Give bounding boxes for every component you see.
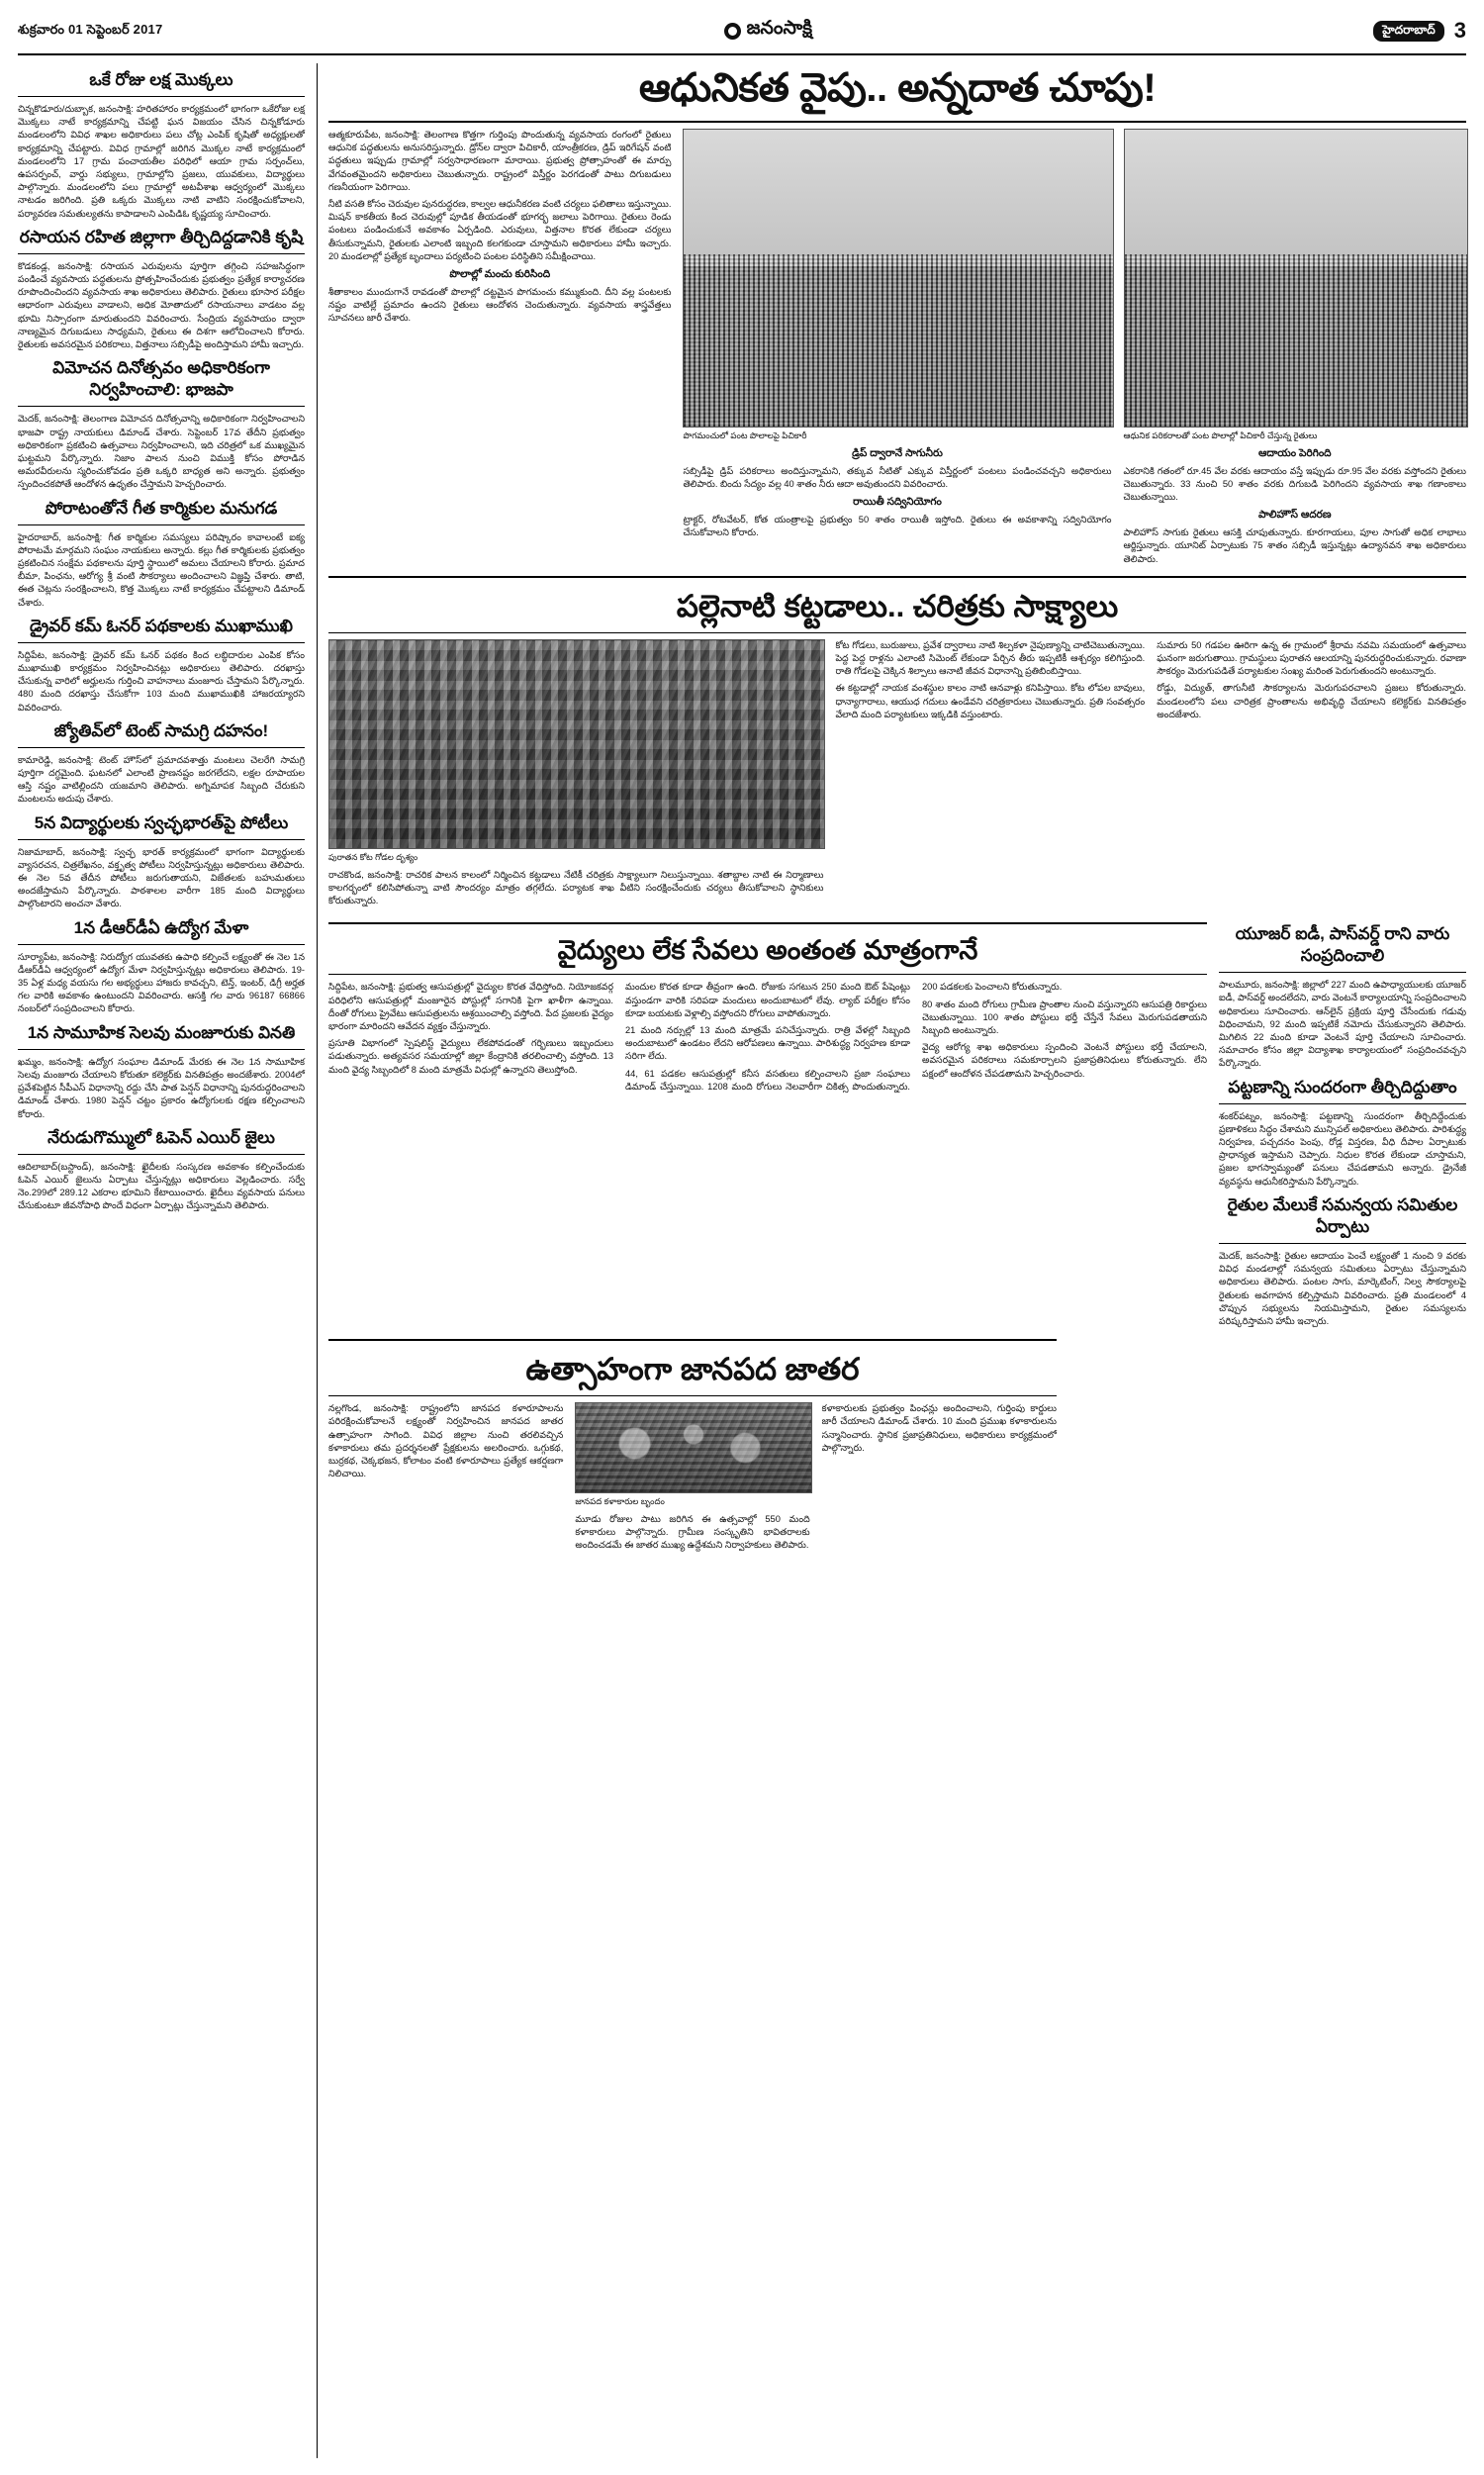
fourth-story-col-3	[822, 1402, 1057, 1556]
second-story	[328, 576, 1466, 911]
article-headline: 1న సామూహిక సెలవు మంజూరుకు వినతి	[27, 1022, 296, 1042]
article-headline: డ్రైవర్ కమ్ ఓనర్ పథకాలకు ముఖాముఖి	[30, 616, 293, 635]
second-story-body-2: కోట గోడలు, బురుజులు, ప్రవేశ ద్వారాలు నాటి శిల్పకళా నైపుణ్యాన్ని చాటిచెబుతున్నాయి. పెద్ద పెద్ద రాళ్లను ఎలాంటి సిమెంట్ లేకుండా పేర్చిన తీరు ఇప్పటికీ ఆశ్చర్యం కలిగిస్తుంది. రాతి గోడలపై చెక్కిన శిల్పాలు ఆనాటి జీవన విధానాన్ని ప్రతిబింబిస్తాయి.	[835, 639, 1146, 677]
article-oke-roju	[18, 69, 305, 221]
article-body: మెదక్, జనంసాక్షి: రైతుల ఆదాయం పెంచే లక్ష్యంతో 1 నుంచి 9 వరకు వివిధ మండలాల్లో సమన్వయ సమితులు ఏర్పాటు చేస్తున్నామని అధికారులు తెలిపారు. పంటల సాగు, మార్కెటింగ్, నిల్వ సౌకర్యాలపై రైతులకు అవగాహన కల్పిస్తామని వివరించారు. ప్రతి మండలంలో 4 చొప్పున సభ్యులను నియమిస్తామని, రైతుల సమస్యలను పరిష్కరిస్తామని హామీ ఇచ్చారు.	[1219, 1250, 1466, 1326]
top-story-body-3: శీతాకాలం ముందుగానే రావడంతో పొలాల్లో దట్టమైన పొగమంచు కమ్ముకుంది. దీని వల్ల పంటలకు నష్టం వాటిల్లే ప్రమాదం ఉందని రైతులు ఆందోళన చెందుతున్నారు. వ్యవసాయ శాస్త్రవేత్తలు సూచనలు జారీ చేశారు.	[328, 286, 672, 324]
top-story-col-3	[1124, 129, 1466, 570]
top-story-photo-2	[1124, 129, 1468, 428]
second-story-headline: పల్లెనాటి కట్టడాలు.. చరిత్రకు సాక్ష్యాలు	[676, 588, 1119, 623]
article-body: ఖమ్మం, జనంసాక్షి: ఉద్యోగ సంఘాల డిమాండ్ మేరకు ఈ నెల 1న సామూహిక సెలవు మంజూరు చేయాలని కోరుతూ కలెక్టర్‌కు వినతిపత్రం అందజేశారు. 2004లో ప్రవేశపెట్టిన సీపీఎస్ విధానాన్ని రద్దు చేసి పాత పెన్షన్ విధానాన్ని పునరుద్ధరించాలని డిమాండ్ చేశారు. 1980 పెన్షన్ చట్టం ప్రకారం ఉద్యోగులకు రక్షణ కల్పించాలని కోరారు.	[18, 1056, 305, 1119]
article-body: మెదక్, జనంసాక్షి: తెలంగాణ విమోచన దినోత్సవాన్ని అధికారికంగా నిర్వహించాలని భాజపా రాష్ట్ర నాయకులు డిమాండ్ చేశారు. సెప్టెంబర్ 17వ తేదీని ప్రభుత్వం అధికారికంగా ప్రకటించి ఉత్సవాలు నిర్వహించాలని, ఇది చరిత్రలో ఒక ముఖ్యమైన ఘట్టమని పేర్కొన్నారు. నిజాం పాలన నుంచి విముక్తి కోసం పోరాడిన అమరవీరులను స్మరించుకోవడం ప్రతి ఒక్కరి బాధ్యత అని అన్నారు. ప్రభుత్వం స్పందించకపోతే ఆందోళన ఉధృతం చేస్తామని హెచ్చరించారు.	[18, 414, 305, 490]
article-open-air-jail	[18, 1127, 305, 1213]
article-headline: పోరాటంతోనే గీత కార్మికుల మనుగడ	[45, 498, 278, 518]
article-body: చిన్నకొడూరు/దుబ్బాక, జనంసాక్షి: హరితహారం కార్యక్రమంలో భాగంగా ఒకేరోజు లక్ష మొక్కలు నాటే కార్యక్రమాన్ని చేపట్టి ఘన విజయం చేసిన చిన్నకోడూరు మండలంలోని వివిధ శాఖల అధికారులు పలు చోట్ల ఎంపిక్ కృషితో అధ్యక్షులతో కార్యక్రమాన్ని చేపట్టారు. వివిధ గ్రామాల్లో జరిగిన మొక్కల నాటే కార్యక్రమంలో మండలంలోని 17 గ్రామ పంచాయతీల పరిధిలో ఆయా గ్రామ సర్పంచ్‌లు, ఉపసర్పంచ్, వార్డు సభ్యులు, గ్రామాల్లోని ప్రజలు, యువకులు, విద్యార్థులు పాల్గొన్నారు. మండలంలోని పలు గ్రామాల్లో అటవీశాఖ ఆధ్వర్యంలో మొక్కలు నాటడం జరిగింది. ప్రతి ఒక్కరు మొక్కలు నాటి వాటిని సంరక్షించుకోవాలని, పర్యావరణ సమతుల్యతను కాపాడాలని ఎంపిడిఓ కృష్ణయ్య సూచించారు.	[18, 104, 305, 219]
second-story-col-3	[1157, 639, 1466, 911]
article-body: శంకర్‌పట్నం, జనంసాక్షి: పట్టణాన్ని సుందరంగా తీర్చిదిద్దేందుకు ప్రణాళికలు సిద్ధం చేశామని మున్సిపల్ అధికారులు తెలిపారు. పారిశుద్ధ్య నిర్వహణ, పచ్చదనం పెంపు, రోడ్ల విస్తరణ, వీధి దీపాల ఏర్పాటుకు ప్రాధాన్యత ఇస్తామని చెప్పారు. నిధుల కొరత లేకుండా చూస్తామని, ప్రజల భాగస్వామ్యంతో పనులు చేపడతామని అన్నారు. డ్రైనేజీ వ్యవస్థను ఆధునీకరిస్తామని పేర్కొన్నారు.	[1219, 1110, 1466, 1187]
second-story-body-5: రోడ్డు, విద్యుత్, తాగునీటి సౌకర్యాలను మెరుగుపరచాలని ప్రజలు కోరుతున్నారు. మండలంలోని పలు చారిత్రక ప్రాంతాలను అభివృద్ధి చేయాలని కలెక్టర్‌కు వినతిపత్రం అందజేశారు.	[1157, 683, 1466, 719]
top-story-body-6: ఎకరానికి గతంలో రూ.45 వేల వరకు ఆదాయం వస్తే ఇప్పుడు రూ.95 వేల వరకు వస్తోందని రైతులు చెబుతున్నారు. 33 నుంచి 50 శాతం వరకు దిగుబడి పెరిగిందని వ్యవసాయ శాఖ గణాంకాలు చెబుతున్నాయి.	[1123, 465, 1466, 502]
issue-date: శుక్రవారం 01 సెప్టెంబర్ 2017	[18, 21, 163, 37]
top-story-body-1: ఆత్మకూరుపేట, జనంసాక్షి: తెలంగాణ కొత్తగా గుర్తింపు పొందుతున్న వ్యవసాయ రంగంలో రైతులు ఆధునిక పద్ధతులను అనుసరిస్తున్నారు. డ్రోన్‌ల ద్వారా పిచికారీ, యాంత్రీకరణ, డ్రిప్ ఇరిగేషన్ వంటి పద్ధతులు ఇప్పుడు గ్రామాల్లో సర్వసాధారణంగా మారాయి. ప్రభుత్వ ప్రోత్సాహంతో ఈ మార్పు వేగవంతమైందని అధికారులు చెబుతున్నారు. రాష్ట్రంలో విస్తీర్ణం పెరగడంతో పాటు దిగుబడులు గణనీయంగా పెరిగాయి.	[328, 130, 672, 192]
article-body: కొడకండ్ల, జనంసాక్షి: రసాయన ఎరువులను పూర్తిగా తగ్గించి సహజసిద్ధంగా పండించే వ్యవసాయ పద్ధతులను ప్రోత్సహించేందుకు ప్రభుత్వం ప్రత్యేక కార్యాచరణ రూపొందించిందని వ్యవసాయ శాఖ అధికారులు తెలిపారు. రైతులు భూసార పరీక్షల ఆధారంగా ఎరువులు వాడాలని, అధిక మోతాదులో రసాయనాలు వాడటం వల్ల భూమి నిస్సారంగా మారుతుందని వివరించారు. సేంద్రియ వ్యవసాయం ద్వారా నాణ్యమైన దిగుబడులు సాధ్యమని, రైతులు ఈ దిశగా ఆలోచించాలని కోరారు. రైతులకు అవసరమైన పరికరాలు, విత్తనాలు సబ్సిడీపై అందిస్తామని హామీ ఇచ్చారు.	[18, 260, 305, 349]
article-headline: ఒకే రోజు లక్ష మొక్కలు	[89, 70, 233, 89]
paper-logo	[724, 18, 812, 44]
article-samuhika-selavu	[18, 1022, 305, 1121]
fourth-story	[328, 1339, 1057, 1556]
fourth-story-body-3: కళాకారులకు ప్రభుత్వం పింఛన్లు అందించాలని, గుర్తింపు కార్డులు జారీ చేయాలని డిమాండ్ చేశారు. 10 మంది ప్రముఖ కళాకారులను సన్మానించారు. స్థానిక ప్రజాప్రతినిధులు, అధికారులు కార్యక్రమంలో పాల్గొన్నారు.	[821, 1403, 1057, 1453]
masthead	[18, 14, 1466, 55]
fourth-story-headline: ఉత్సాహంగా జానపద జాతర	[525, 1352, 860, 1387]
top-story-body-5: ట్రాక్టర్, రోటవేటర్, కోత యంత్రాలపై ప్రభుత్వం 50 శాతం రాయితీ ఇస్తోంది. రైతులు ఈ అవకాశాన్ని సద్వినియోగం చేసుకోవాలని కోరారు.	[683, 514, 1112, 538]
second-story-body-3: ఈ కట్టడాల్లో నాయక వంశస్థుల కాలం నాటి ఆనవాళ్లు కనిపిస్తాయి. కోట లోపల బావులు, ధాన్యాగారాలు, ఆయుధ గదులు ఉండేవని చరిత్రకారులు చెబుతున్నారు. ప్రతి సంవత్సరం వేలాది మంది పర్యాటకులు ఇక్కడికి వస్తుంటారు.	[835, 683, 1146, 719]
page-body	[18, 63, 1466, 2458]
article-headline: 1న డీఆర్‌డీఏ ఉద్యోగ మేళా	[73, 917, 249, 937]
article-drda-udyoga-mela	[18, 917, 305, 1016]
top-story-sub-3: రాయితీ సద్వినియోగం	[853, 495, 942, 508]
second-story-col-2	[835, 639, 1145, 911]
left-column	[18, 63, 315, 2458]
third-story-body-1: సిద్దిపేట, జనంసాక్షి: ప్రభుత్వ ఆసుపత్రుల్లో వైద్యుల కొరత వేధిస్తోంది. నియోజకవర్గ పరిధిలోని ఆసుపత్రుల్లో మంజూరైన పోస్టుల్లో సగానికి పైగా ఖాళీగా ఉన్నాయి. దీంతో రోగులు ప్రైవేటు ఆసుపత్రులను ఆశ్రయించాల్సి వస్తోంది. పేద ప్రజలకు వైద్యం భారంగా మారిందని ఆవేదన వ్యక్తం చేస్తున్నారు.	[328, 982, 613, 1032]
article-headline: నేరుడుగొమ్ములో ఓపెన్ ఎయిర్ జైలు	[47, 1127, 275, 1147]
article-body: సూర్యాపేట, జనంసాక్షి: నిరుద్యోగ యువతకు ఉపాధి కల్పించే లక్ష్యంతో ఈ నెల 1న డీఆర్‌డీఏ ఆధ్వర్యంలో ఉద్యోగ మేళా నిర్వహిస్తున్నట్లు అధికారులు తెలిపారు. 19-35 ఏళ్ల మధ్య వయసు గల అభ్యర్థులు హాజరు కావచ్చని, టెన్త్, ఇంటర్, డిగ్రీ అర్హత గల వారికి అవకాశం ఉంటుందని వివరించారు. ఆసక్తి గల వారు 96187 66866 నంబర్‌లో సంప్రదించాలని కోరారు.	[18, 951, 305, 1014]
top-story-photo	[683, 129, 1113, 428]
right-rail	[1219, 917, 1466, 1334]
top-story-photo-caption: పొగమంచులో పంట పొలాలపై పిచికారీ	[683, 430, 807, 440]
article-body: కామారెడ్డి, జనంసాక్షి: టెంట్ హౌస్‌లో ప్రమాదవశాత్తు మంటలు చెలరేగి సామగ్రి పూర్తిగా దగ్ధమైంది. ఘటనలో ఎలాంటి ప్రాణనష్టం జరగలేదని, లక్షల రూపాయల ఆస్తి నష్టం వాటిల్లిందని యజమాని తెలిపారు. అగ్నిమాపక సిబ్బంది చేరుకుని మంటలను అదుపు చేశారు.	[18, 754, 305, 805]
article-headline: రైతుల మేలుకే సమన్వయ సమితుల ఏర్పాటు	[1227, 1194, 1458, 1236]
article-headline: 5న విద్యార్థులకు స్వచ్ఛభారత్‌పై పోటీలు	[34, 812, 289, 832]
top-story-sub-5: పాలిహౌస్ ఆదరణ	[1257, 509, 1332, 522]
top-story-caption: ఆధునిక పరికరాలతో పంట పొలాల్లో పిచికారీ చేస్తున్న రైతులు	[1123, 430, 1318, 440]
article-driver-cum-owner	[18, 616, 305, 714]
second-story-col-1	[328, 639, 823, 911]
third-story-body-5: 44, 61 పడకల ఆసుపత్రుల్లో కనీస వసతులు కల్పించాలని ప్రజా సంఘాలు డిమాండ్ చేస్తున్నాయి. 1208 మంది రోగులు నెలవారీగా చికిత్స పొందుతున్నారు. 200 పడకలకు పెంచాలని కోరుతున్నారు.	[625, 982, 1063, 1092]
top-story-col-2	[683, 129, 1111, 570]
fourth-story-body-2: మూడు రోజుల పాటు జరిగిన ఈ ఉత్సవాల్లో 550 మంది కళాకారులు పాల్గొన్నారు. గ్రామీణ సంస్కృతిని భావితరాలకు అందించడమే ఈ జాతర ముఖ్య ఉద్దేశమని నిర్వాహకులు తెలిపారు.	[575, 1513, 810, 1551]
second-story-photo-caption: పురాతన కోట గోడల దృశ్యం	[328, 851, 418, 862]
top-story-col-1	[328, 129, 671, 570]
top-story-sub-4: ఆదాయం పెరిగింది	[1257, 446, 1332, 459]
column-divider	[317, 63, 318, 2458]
top-story-body-7: పాలిహౌస్ సాగుకు రైతులు ఆసక్తి చూపుతున్నారు. కూరగాయలు, పూల సాగుతో అధిక లాభాలు ఆర్జిస్తున్నారు. యూనిట్ ఏర్పాటుకు 75 శాతం సబ్సిడీ ఇస్తున్నట్లు ఉద్యానవన శాఖ అధికారులు తెలిపారు.	[1123, 527, 1466, 564]
article-body: ఆదిలాబాద్(బస్టాండ్), జనంసాక్షి: ఖైదీలకు సంస్కరణ అవకాశం కల్పించేందుకు ఓపెన్ ఎయిర్ జైలును ఏర్పాటు చేస్తున్నట్లు అధికారులు వెల్లడించారు. సర్వే నెం.299లో 289.12 ఎకరాల భూమిని కేటాయించారు. ఖైదీలు వ్యవసాయ పనులు చేసుకుంటూ జీవనోపాధి పొందే విధంగా ఏర్పాట్లు చేస్తున్నామని తెలిపారు.	[18, 1161, 305, 1211]
masthead-right	[1373, 18, 1466, 44]
third-story	[328, 917, 1207, 1334]
fourth-story-photo	[575, 1402, 811, 1493]
article-pattanam-sundaram	[1219, 1077, 1466, 1189]
second-story-photo	[328, 639, 825, 849]
top-story-sub-2: డ్రిప్ ద్వారానే సాగునీరు	[852, 446, 943, 459]
third-story-body-2: ప్రసూతి విభాగంలో స్పెషలిస్ట్ వైద్యులు లేకపోవడంతో గర్భిణులు ఇబ్బందులు పడుతున్నారు. అత్యవసర సమయాల్లో జిల్లా కేంద్రానికి తరలించాల్సి వస్తోంది. 13 మంది వైద్య సిబ్బందిలో 8 మంది మాత్రమే విధుల్లో ఉన్నారని తెలుస్తోంది.	[328, 1038, 613, 1075]
article-body: నిజామాబాద్, జనంసాక్షి: స్వచ్ఛ భారత్ కార్యక్రమంలో భాగంగా విద్యార్థులకు వ్యాసరచన, చిత్రలేఖనం, వక్తృత్వ పోటీలు నిర్వహిస్తున్నట్లు అధికారులు తెలిపారు. ఈ నెల 5వ తేదీన పోటీలు జరుగుతాయని, విజేతలకు బహుమతులు అందజేస్తామని పేర్కొన్నారు. పాఠశాలల వారీగా 185 మంది విద్యార్థులు పాల్గొంటారని అంచనా వేశారు.	[18, 846, 305, 909]
fourth-story-col-2	[575, 1402, 809, 1556]
article-user-id-password	[1219, 923, 1466, 1071]
article-headline: రసాయన రహిత జిల్లాగా తీర్చిదిద్దడానికి కృషి	[19, 227, 304, 246]
edition-badge: హైదరాబాద్	[1373, 21, 1443, 42]
article-body: పాలమూరు, జనంసాక్షి: జిల్లాలో 227 మంది ఉపాధ్యాయులకు యూజర్ ఐడీ, పాస్‌వర్డ్ అందలేదని, వారు వెంటనే కార్యాలయాన్ని సంప్రదించాలని అధికారులు సూచించారు. ఆన్‌లైన్ ప్రక్రియ పూర్తి చేసేందుకు గడువు విధించామని, 92 మంది ఇప్పటికే నమోదు చేసుకున్నారని తెలిపారు. మిగిలిన 22 మంది కూడా వెంటనే పూర్తి చేయాలని సూచించారు. సమాచారం కోసం జిల్లా విద్యాశాఖ కార్యాలయంలో సంప్రదించవచ్చని పేర్కొన్నారు.	[1219, 980, 1466, 1069]
article-headline: యూజర్ ఐడీ, పాస్‌వర్డ్ రాని వారు సంప్రదించాలి	[1235, 924, 1450, 966]
second-story-body-1: రాచకొండ, జనంసాక్షి: రాచరిక పాలన కాలంలో నిర్మించిన కట్టడాలు నేటికీ చరిత్రకు సాక్ష్యాలుగా నిలుస్తున్నాయి. శతాబ్దాల నాటి ఈ నిర్మాణాలు కాలగర్భంలో కలిసిపోతున్నా వాటి సౌందర్యం మాత్రం తగ్గలేదు. పర్యాటక శాఖ వీటిని సంరక్షించేందుకు చర్యలు తీసుకోవాలని స్థానికులు కోరుతున్నారు.	[328, 869, 824, 905]
top-story-body-4: సబ్సిడీపై డ్రిప్ పరికరాలు అందిస్తున్నామని, తక్కువ నీటితో ఎక్కువ విస్తీర్ణంలో పంటలు పండించవచ్చని అధికారులు తెలిపారు. బిందు సేద్యం వల్ల 40 శాతం నీరు ఆదా అవుతుందని వివరించారు.	[683, 465, 1112, 489]
article-body: సిద్దిపేట, జనంసాక్షి: డ్రైవర్ కమ్ ఓనర్ పథకం కింద లబ్ధిదారుల ఎంపిక కోసం ముఖాముఖి కార్యక్రమం నిర్వహించినట్లు అధికారులు తెలిపారు. దరఖాస్తు చేసుకున్న వారిలో అర్హులను గుర్తించి వాహనాలు మంజూరు చేస్తామని పేర్కొన్నారు. 480 మంది దరఖాస్తు చేసుకోగా 103 మంది ముఖాముఖికి హాజరయ్యారని వివరించారు.	[18, 649, 305, 713]
article-body: హైదరాబాద్, జనంసాక్షి: గీత కార్మికుల సమస్యలు పరిష్కారం కావాలంటే ఐక్య పోరాటమే మార్గమని సంఘం నాయకులు అన్నారు. కల్లు గీత కార్మికులకు ప్రభుత్వం ప్రకటించిన సంక్షేమ పథకాలను పూర్తి స్థాయిలో అమలు చేయాలని కోరారు. ప్రమాద బీమా, పింఛను, ఆరోగ్య శ్రీ వంటి సౌకర్యాలు అందించాలని విజ్ఞప్తి చేశారు. తాటి, ఈత చెట్లను సంరక్షించాలని, కొత్త మొక్కలు నాటే కార్యక్రమం చేపట్టాలని డిమాండ్ చేశారు.	[18, 531, 305, 608]
top-story-headline: ఆధునికత వైపు.. అన్నదాత చూపు!	[638, 66, 1157, 110]
third-story-body-7: వైద్య ఆరోగ్య శాఖ అధికారులు స్పందించి వెంటనే పోస్టులు భర్తీ చేయాలని, అవసరమైన పరికరాలు సమకూర్చాలని ప్రజాప్రతినిధులు కోరుతున్నారు. లేని పక్షంలో ఆందోళన చేపడతామని హెచ్చరించారు.	[922, 1042, 1207, 1079]
third-story-body-4: 21 మంది నర్సుల్లో 13 మంది మాత్రమే పనిచేస్తున్నారు. రాత్రి వేళల్లో సిబ్బంది అందుబాటులో ఉండటం లేదని ఆరోపణలు ఉన్నాయి. పారిశుద్ధ్య నిర్వహణ కూడా సరిగా లేదు.	[625, 1025, 910, 1062]
third-story-headline: వైద్యులు లేక సేవలు అంతంత మాత్రంగానే	[557, 935, 978, 966]
article-samanvaya-samitulu	[1219, 1194, 1466, 1328]
article-headline: విమోచన దినోత్సవం అధికారికంగా నిర్వహించాలి: భాజపా	[52, 358, 270, 400]
article-vimochana-dinotsavam	[18, 357, 305, 491]
article-tent-samagri-dahanam	[18, 720, 305, 807]
third-story-body-6: 80 శాతం మంది రోగులు గ్రామీణ ప్రాంతాల నుంచి వస్తున్నారని ఆసుపత్రి రికార్డులు చెబుతున్నాయి. 100 శాతం పోస్టులు భర్తీ చేస్తేనే సేవలు మెరుగుపడతాయని సిబ్బంది అంటున్నారు.	[922, 999, 1207, 1036]
second-story-body-4: సుమారు 50 గడపల ఊరిగా ఉన్న ఈ గ్రామంలో శ్రీరామ నవమి సమయంలో ఉత్సవాలు ఘనంగా జరుగుతాయి. గ్రామస్థులు పురాతన ఆలయాన్ని పునరుద్ధరించుకున్నారు. రవాణా సౌకర్యం మెరుగుపడితే పర్యాటకుల సంఖ్య మరింత పెరుగుతుందని అంటున్నారు.	[1157, 639, 1466, 677]
paper-name: జనంసాక్షి	[746, 18, 813, 39]
article-poratamthone-geetha	[18, 498, 305, 610]
top-story-sub-1: పొలాల్లో మంచు కురిసింది	[449, 267, 551, 280]
page-number: 3	[1453, 18, 1466, 43]
fourth-story-body-1: నల్లగొండ, జనంసాక్షి: రాష్ట్రంలోని జానపద కళారూపాలను పరిరక్షించుకోవాలనే లక్ష్యంతో నిర్వహించిన జానపద జాతర ఉత్సాహంగా సాగింది. వివిధ జిల్లాల నుంచి తరలివచ్చిన కళాకారులు తమ ప్రదర్శనలతో ప్రేక్షకులను అలరించారు. ఒగ్గుకథ, బుర్రకథ, చెక్కభజన, కోలాటం వంటి కళారూపాలు ప్రత్యేక ఆకర్షణగా నిలిచాయి.	[328, 1403, 564, 1479]
fourth-story-col-1	[328, 1402, 563, 1556]
main-area	[319, 63, 1466, 2458]
third-story-body-3: మందుల కొరత కూడా తీవ్రంగా ఉంది. రోజుకు సగటున 250 మంది ఔట్ పేషెంట్లు వస్తుండగా వారికి సరిపడా మందులు అందుబాటులో లేవు. ల్యాబ్ పరీక్షల కోసం కూడా బయటకు వెళ్లాల్సి వస్తోందని రోగులు వాపోతున్నారు.	[625, 982, 910, 1018]
fourth-story-photo-caption: జానపద కళాకారుల బృందం	[575, 1496, 665, 1507]
article-headline: పట్టణాన్ని సుందరంగా తీర్చిదిద్దుతాం	[1228, 1077, 1457, 1096]
top-story	[328, 65, 1466, 570]
article-rasayana-rahita	[18, 227, 305, 351]
logo-mark-icon	[724, 23, 741, 40]
top-story-body-2: నీటి వసతి కోసం చెరువుల పునరుద్ధరణ, కాల్వల ఆధునీకరణ వంటి చర్యలు ఫలితాలు ఇస్తున్నాయి. మిషన్ కాకతీయ కింద చెరువుల్లో పూడిక తీయడంతో భూగర్భ జలాలు పెరిగాయి. రైతులు రెండు పంటలు పండించుకునే అవకాశం ఏర్పడింది. ఎరువులు, విత్తనాల కొరత లేకుండా చర్యలు తీసుకున్నామని, రైతులకు ఎలాంటి ఇబ్బంది కలగకుండా చూస్తామని అధికారులు హామీ ఇచ్చారు. 20 మండలాల్లో ప్రత్యేక బృందాలు పర్యటించి పంటల పరిస్థితిని సమీక్షించాయి.	[328, 198, 672, 261]
article-headline: జ్యోతివ్‌లో టెంట్ సామగ్రి దహనం!	[53, 720, 269, 740]
article-swachh-bharat-poteelu	[18, 812, 305, 911]
